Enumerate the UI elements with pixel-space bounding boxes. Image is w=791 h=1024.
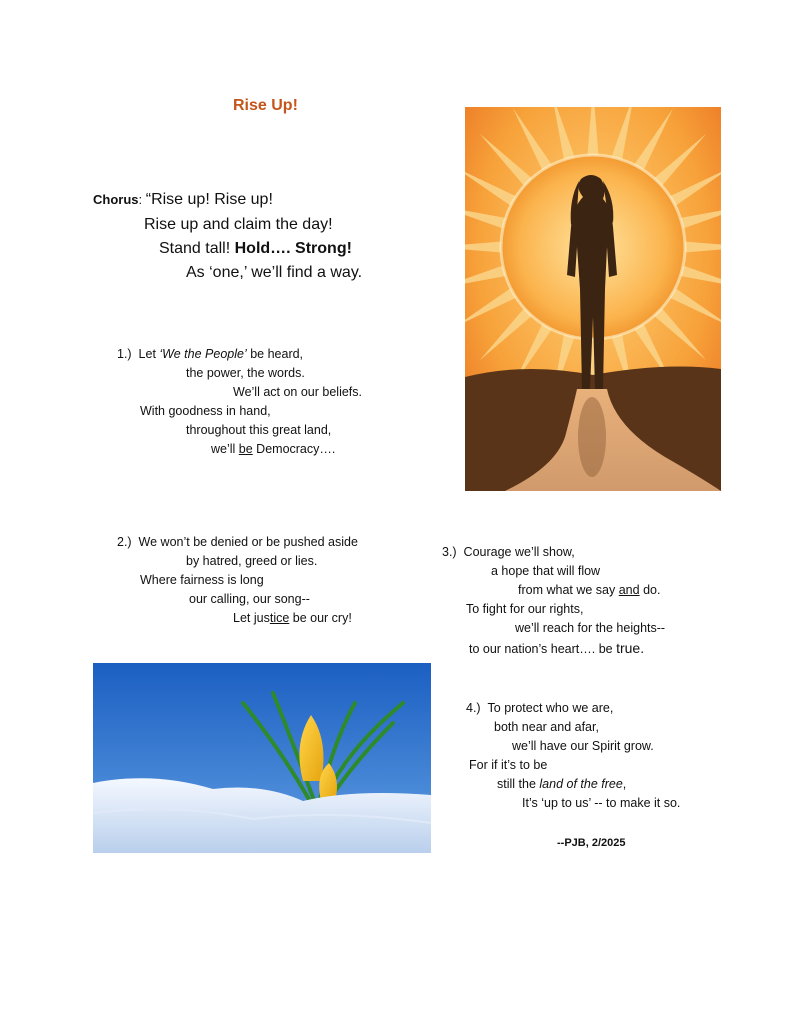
chorus-line-1: Chorus: “Rise up! Rise up! [93, 191, 273, 208]
verse1-line-5: throughout this great land, [186, 423, 332, 437]
verse2-line-4: our calling, our song-- [189, 592, 310, 606]
crocus-in-snow-image [93, 663, 431, 853]
verse3-line-3: from what we say and do. [518, 583, 661, 597]
verse1-number: 1.) [117, 347, 132, 361]
chorus-line-2: Rise up and claim the day! [144, 216, 333, 233]
verse4-line-5: still the land of the free, [497, 777, 627, 791]
verse1-line-6: we’ll be Democracy…. [211, 442, 336, 456]
verse4-line-1: 4.) To protect who we are, [466, 701, 614, 715]
verse1-line-1: 1.) Let ‘We the People’ be heard, [117, 347, 304, 361]
verse3-number: 3.) [442, 545, 457, 559]
verse3-line-6: to our nation’s heart…. be true. [469, 640, 645, 656]
verse1-line-2: the power, the words. [186, 366, 305, 380]
verse2-number: 2.) [117, 535, 132, 549]
verse3-line-2: a hope that will flow [491, 564, 601, 578]
verse4-number: 4.) [466, 701, 481, 715]
verse2-line-2: by hatred, greed or lies. [186, 554, 318, 568]
chorus-line-3: Stand tall! Hold…. Strong! [159, 240, 352, 257]
verse1-line-4: With goodness in hand, [140, 404, 271, 418]
verse2-line-1: 2.) We won’t be denied or be pushed aside [117, 535, 358, 549]
verse3-line-1: 3.) Courage we’ll show, [442, 545, 575, 559]
verse4-line-3: we’ll have our Spirit grow. [512, 739, 654, 753]
chorus-line-4: As ‘one,’ we’ll find a way. [186, 264, 363, 281]
verse2-line-3: Where fairness is long [140, 573, 264, 587]
chorus-text-1: “Rise up! Rise up! [145, 191, 273, 208]
verse3-line-4: To fight for our rights, [466, 602, 584, 616]
verse1-line-3: We’ll act on our beliefs. [233, 385, 362, 399]
verse4-line-6: It’s ‘up to us’ -- to make it so. [522, 796, 681, 810]
chorus-label: Chorus [93, 192, 139, 207]
verse4-line-4: For if it’s to be [469, 758, 548, 772]
verse2-line-5: Let justice be our cry! [233, 611, 352, 625]
poem-title: Rise Up! [233, 97, 298, 114]
verse3-line-5: we’ll reach for the heights-- [515, 621, 666, 635]
signature: --PJB, 2/2025 [557, 837, 626, 849]
sunset-silhouette-image [465, 107, 721, 491]
verse4-line-2: both near and afar, [494, 720, 599, 734]
